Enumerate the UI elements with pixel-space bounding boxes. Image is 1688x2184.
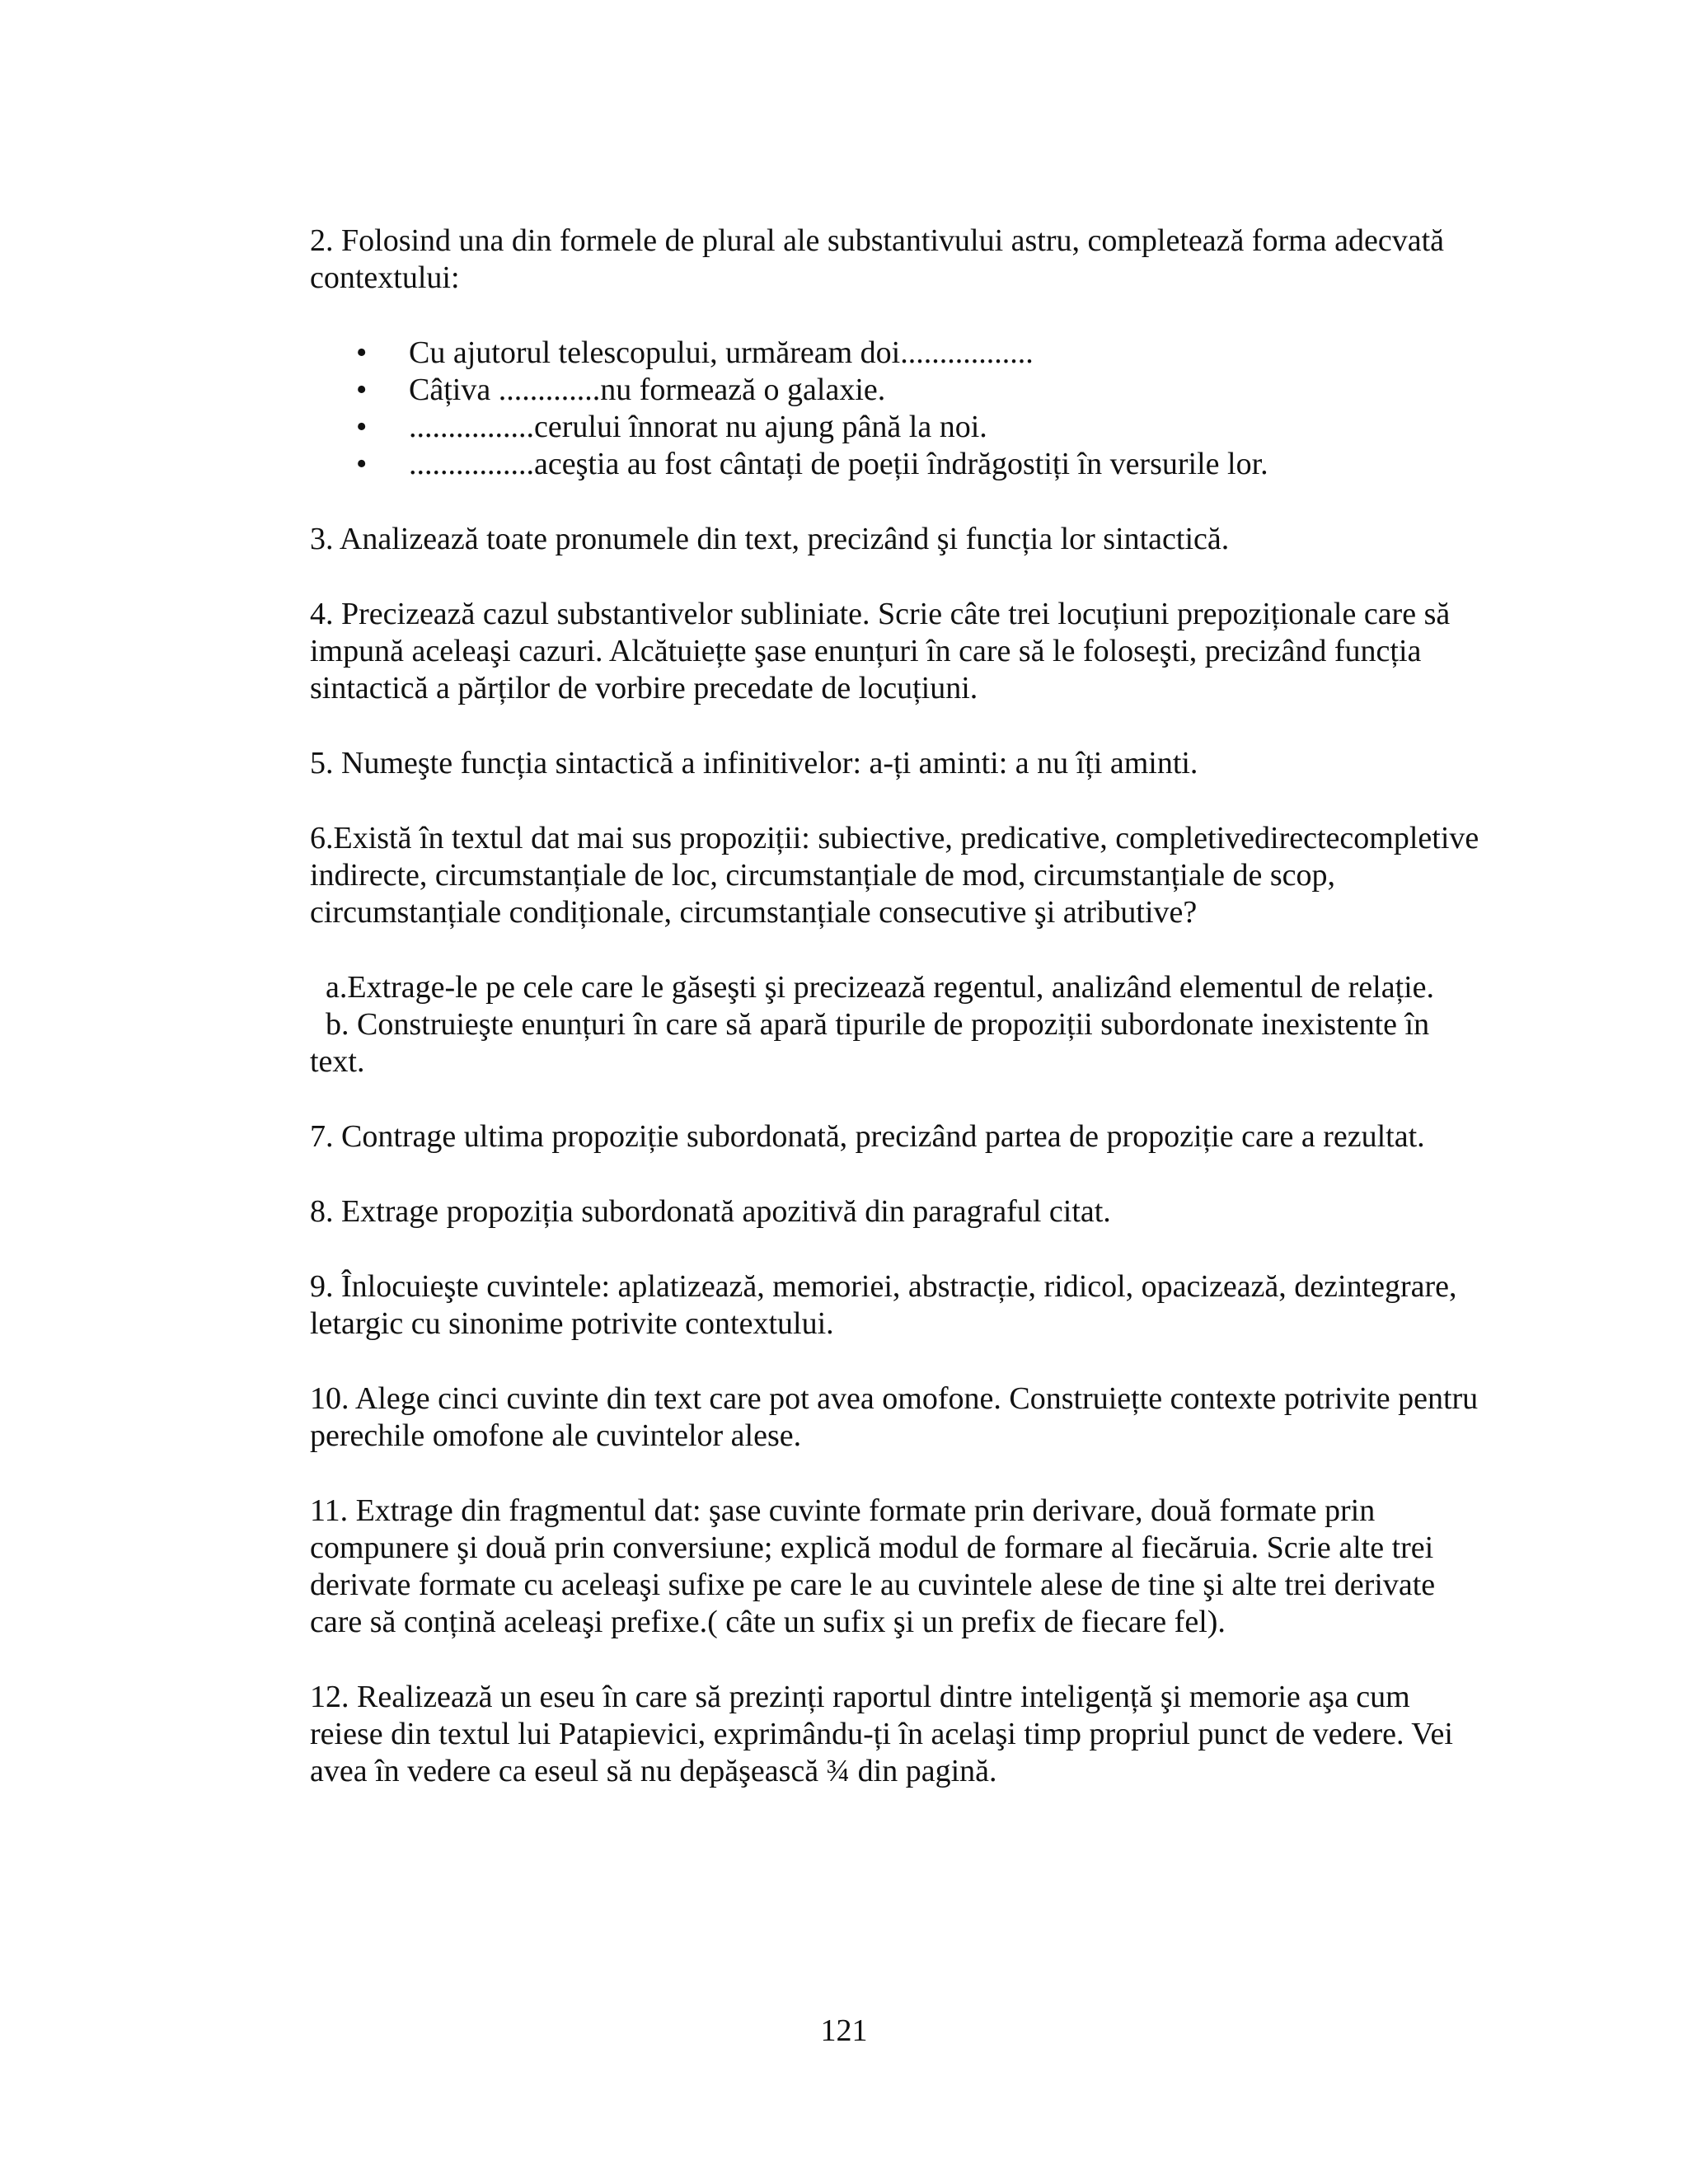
list-item [356, 446, 1480, 483]
question-3: 3. Analizează toate pronumele din text, precizând şi funcția lor sintactică. [310, 522, 1230, 556]
question-11: 11. Extrage din fragmentul dat: şase cuvinte formate prin derivare, două formate prin compunere şi două prin conversiune; explică modul de formare al fiecăruia. Scrie alte trei derivate formate cu aceleaşi sufixe pe care le au cuvintele alese de tine şi alte trei derivate care să conțină aceleaşi prefixe.( câte un sufix şi un prefix de fiecare fel). [310, 1493, 1436, 1639]
document-page [310, 223, 1480, 1828]
bullet-text: ................aceştia au fost cântați de poeții îndrăgostiți în versurile lor. [409, 447, 1268, 481]
question-2: 2. Folosind una din formele de plural ale substantivului astru, completează forma adecvată contextului: [310, 223, 1444, 295]
bullet-icon: • [356, 410, 368, 444]
bullet-icon: • [356, 373, 368, 407]
question-6-subitems [310, 969, 1480, 1080]
question-12: 12. Realizează un eseu în care să prezinți raportul dintre inteligență şi memorie aşa cum reiese din textul lui Patapievici, exprimându-ți în acelaşi timp propriul punct de vedere. Vei avea în vedere ca eseul să nu depăşească ¾ din pagină. [310, 1680, 1453, 1788]
question-4: 4. Precizează cazul substantivelor subliniate. Scrie câte trei locuțiuni prepoziționale care să impună aceleaşi cazuri. Alcătuiețte şase enunțuri în care să le foloseşti, precizând funcția sintactică a părților de vorbire precedate de locuțiuni. [310, 597, 1451, 705]
bullet-text: Cu ajutorul telescopului, urmăream doi................. [409, 335, 1034, 370]
bullet-list [310, 335, 1480, 483]
page-number: 121 [820, 2013, 868, 2048]
question-5: 5. Numeşte funcția sintactică a infinitivelor: a-ți aminti: a nu îți aminti. [310, 746, 1198, 780]
question-6-b: b. Construieşte enunțuri în care să apară tipurile de propoziții subordonate inexistente în text. [310, 1007, 1437, 1079]
list-item [356, 335, 1480, 372]
bullet-icon: • [356, 335, 368, 370]
bullet-icon: • [356, 447, 368, 481]
question-10: 10. Alege cinci cuvinte din text care pot avea omofone. Construiețte contexte potrivite pentru perechile omofone ale cuvintelor alese. [310, 1381, 1479, 1453]
question-8: 8. Extrage propoziția subordonată apozitivă din paragraful citat. [310, 1194, 1111, 1229]
question-6: 6.Există în textul dat mai sus propoziții: subiective, predicative, completivedirectecompletive indirecte, circumstanțiale de loc, circumstanțiale de mod, circumstanțiale de scop, circumstanțiale condiționale, circumstanțiale consecutive şi atributive? [310, 821, 1479, 930]
bullet-text: ................cerului înnorat nu ajung până la noi. [409, 410, 987, 444]
list-item [356, 409, 1480, 446]
bullet-text: Câțiva .............nu formează o galaxie. [409, 373, 886, 407]
question-7: 7. Contrage ultima propoziție subordonată, precizând partea de propoziție care a rezultat. [310, 1119, 1425, 1154]
question-6-a: a.Extrage-le pe cele care le găseşti şi precizează regentul, analizând elementul de relație. [310, 970, 1435, 1005]
question-9: 9. Înlocuieşte cuvintele: aplatizează, memoriei, abstracție, ridicol, opacizează, dezintegrare, letargic cu sinonime potrivite contextului. [310, 1269, 1457, 1341]
list-item [356, 372, 1480, 409]
